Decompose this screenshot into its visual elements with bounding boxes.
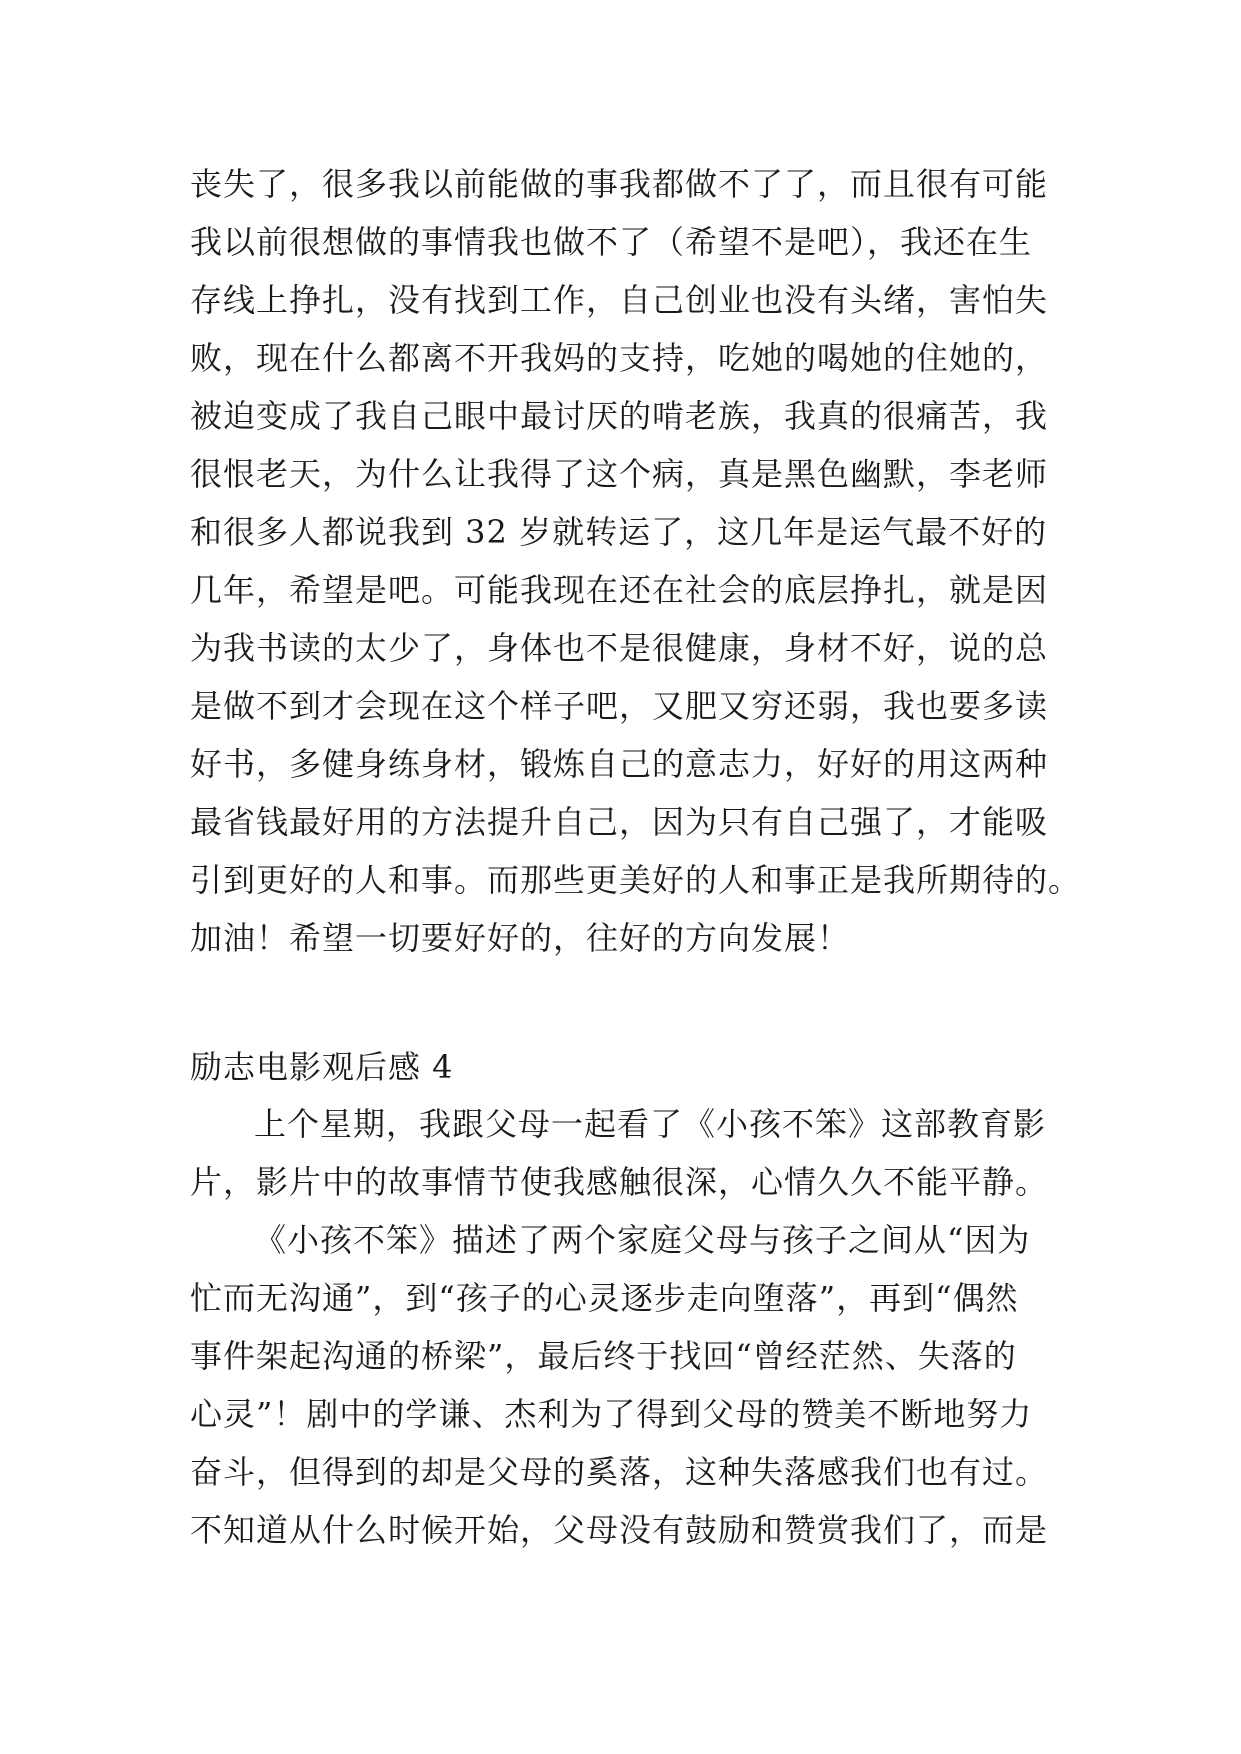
text-line: 很恨老天，为什么让我得了这个病，真是黑色幽默，李老师 — [190, 455, 1049, 493]
text-line: 为我书读的太少了，身体也不是很健康，身材不好，说的总 — [190, 629, 1049, 667]
text-line: 《小孩不笨》描述了两个家庭父母与孩子之间从“因为 — [254, 1221, 1031, 1259]
text-line: 片，影片中的故事情节使我感触很深，心情久久不能平静。 — [190, 1163, 1049, 1201]
text-line: 心灵”！剧中的学谦、杰利为了得到父母的赞美不断地努力 — [190, 1395, 1033, 1433]
paragraph-review — [190, 1095, 1070, 1559]
text-line: 事件架起沟通的桥梁”，最后终于找回“曾经茫然、失落的 — [190, 1337, 1017, 1375]
text-line: 忙而无沟通”，到“孩子的心灵逐步走向堕落”，再到“偶然 — [190, 1279, 1019, 1317]
section-heading: 励志电影观后感 4 — [190, 1048, 454, 1086]
text-line: 上个星期，我跟父母一起看了《小孩不笨》这部教育影 — [254, 1105, 1047, 1143]
paragraph-continued — [190, 155, 1082, 967]
text-line: 几年，希望是吧。可能我现在还在社会的底层挣扎，就是因 — [190, 571, 1049, 609]
text-line: 我以前很想做的事情我也做不了（希望不是吧），我还在生 — [190, 223, 1033, 261]
text-line: 不知道从什么时候开始，父母没有鼓励和赞赏我们了，而是 — [190, 1511, 1049, 1549]
text-line: 败，现在什么都离不开我妈的支持，吃她的喝她的住她的， — [190, 339, 1049, 377]
text-line: 丧失了，很多我以前能做的事我都做不了了，而且很有可能 — [190, 165, 1049, 203]
text-line: 奋斗，但得到的却是父母的奚落，这种失落感我们也有过。 — [190, 1453, 1049, 1491]
text-line: 加油！希望一切要好好的，往好的方向发展！ — [190, 919, 851, 957]
text-line: 最省钱最好用的方法提升自己，因为只有自己强了，才能吸 — [190, 803, 1049, 841]
text-line: 好书，多健身练身材，锻炼自己的意志力，好好的用这两种 — [190, 745, 1049, 783]
text-line: 存线上挣扎，没有找到工作，自己创业也没有头绪，害怕失 — [190, 281, 1049, 319]
text-line: 是做不到才会现在这个样子吧，又肥又穷还弱，我也要多读 — [190, 687, 1049, 725]
text-line: 引到更好的人和事。而那些更美好的人和事正是我所期待的。 — [190, 861, 1082, 899]
text-line: 和很多人都说我到 32 岁就转运了，这几年是运气最不好的 — [190, 513, 1048, 551]
text-line: 被迫变成了我自己眼中最讨厌的啃老族，我真的很痛苦，我 — [190, 397, 1049, 435]
